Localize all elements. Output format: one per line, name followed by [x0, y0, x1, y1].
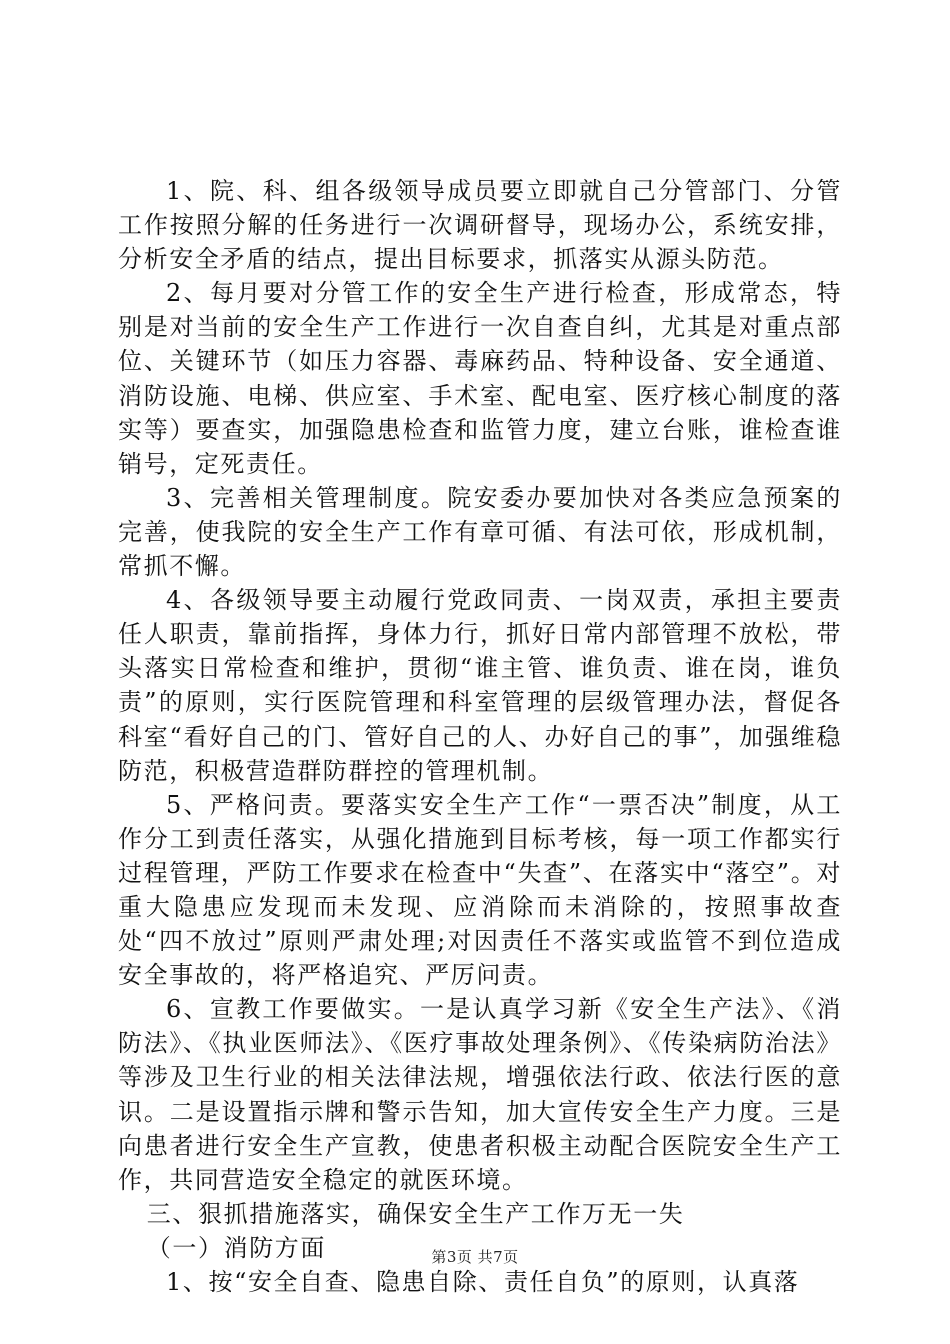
- document-body: [118, 174, 842, 1299]
- paragraph-leader-duties: 1、院、科、组各级领导成员要立即就自己分管部门、分管工作按照分解的任务进行一次调研督导，现场办公，系统安排，分析安全矛盾的结点，提出目标要求，抓落实从源头防范。: [118, 177, 842, 274]
- page-number-footer: 第3页 共7页: [431, 1248, 519, 1266]
- paragraph-management-system: 3、完善相关管理制度。院安委办要加快对各类应急预案的完善，使我院的安全生产工作有章可循、有法可依，形成机制，常抓不懈。: [118, 483, 842, 581]
- section-heading-measures: 三、狠抓措施落实，确保安全生产工作万无一失: [146, 1199, 685, 1228]
- paragraph-leadership-responsibility: 4、各级领导要主动履行党政同责、一岗双责，承担主要责任人职责，靠前指挥，身体力行，抓好日常内部管理不放松，带头落实日常检查和维护，贯彻“谁主管、谁负责、谁在岗，谁负责”的原则，实行医院管理和科室管理的层级管理办法，督促各科室“看好自己的门、管好自己的人、办好自己的事”，加强维稳防范，积极营造群防群控的管理机制。: [118, 586, 842, 785]
- paragraph-education: 6、宣教工作要做实。一是认真学习新《安全生产法》、《消防法》、《执业医师法》、《医疗事故处理条例》、《传染病防治法》等涉及卫生行业的相关法律法规，增强依法行政、依法行医的意识。二是设置指示牌和警示告知，加大宣传安全生产力度。三是向患者进行安全生产宣教，使患者积极主动配合医院安全生产工作，共同营造安全稳定的就医环境。: [118, 995, 842, 1194]
- paragraph-accountability: 5、严格问责。要落实安全生产工作“一票否决”制度，从工作分工到责任落实，从强化措施到目标考核，每一项工作都实行过程管理，严防工作要求在检查中“失查”、在落实中“落空”。对重大隐患应发现而未发现、应消除而未消除的，按照事故查处“四不放过”原则严肃处理;对因责任不落实或监管不到位造成安全事故的，将严格追究、严厉问责。: [118, 790, 842, 990]
- subsection-heading-fire: （一）消防方面: [146, 1233, 326, 1262]
- paragraph-fire-item-1: 1、按“安全自查、隐患自除、责任自负”的原则，认真落: [166, 1268, 800, 1296]
- paragraph-monthly-inspection: 2、每月要对分管工作的安全生产进行检查，形成常态，特别是对当前的安全生产工作进行一次自查自纠，尤其是对重点部位、关键环节（如压力容器、毒麻药品、特种设备、安全通道、消防设施、电梯、供应室、手术室、配电室、医疗核心制度的落实等）要查实，加强隐患检查和监管力度，建立台账，谁检查谁销号，定死责任。: [118, 279, 842, 478]
